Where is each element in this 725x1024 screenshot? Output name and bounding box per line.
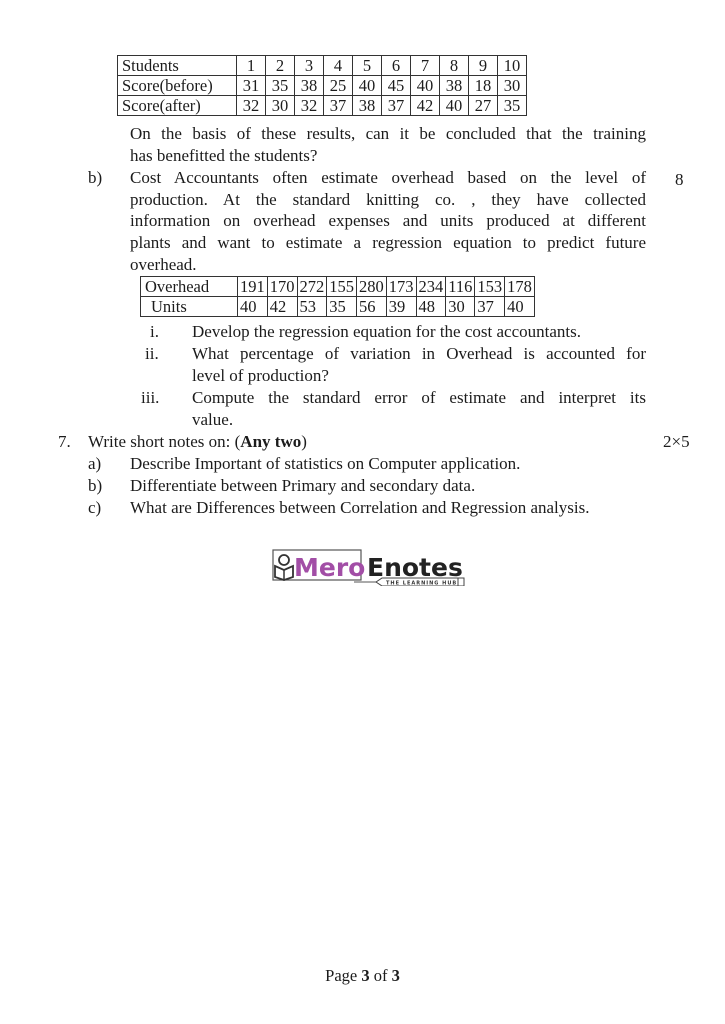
table-cell: 4 <box>324 56 353 76</box>
subpart-text <box>192 387 646 430</box>
table-cell: 2 <box>266 56 295 76</box>
row-header: Score(after) <box>118 96 237 116</box>
q6a-question-text <box>130 123 646 166</box>
text-line: has benefitted the students? <box>130 145 318 165</box>
students-score-table <box>117 55 527 116</box>
q7-marks: 2×5 <box>663 432 690 451</box>
table-cell: 178 <box>505 277 535 297</box>
table-cell: 30 <box>266 96 295 116</box>
page-current: 3 <box>361 966 370 985</box>
table-cell: 35 <box>327 297 357 317</box>
q6b-marks: 8 <box>675 170 684 189</box>
table-cell: 6 <box>382 56 411 76</box>
table-cell: 37 <box>475 297 505 317</box>
text-line: Cost Accountants often estimate overhead based on the level of <box>130 168 646 187</box>
table-cell: 5 <box>353 56 382 76</box>
table-cell: 9 <box>469 56 498 76</box>
subpart-label: ii. <box>145 344 159 363</box>
table-cell: 30 <box>446 297 475 317</box>
table-cell: 42 <box>411 96 440 116</box>
table-cell: 56 <box>357 297 387 317</box>
text-line: production. At the standard knitting co. , they have collected <box>130 189 646 209</box>
table-cell: 116 <box>446 277 475 297</box>
table-cell: 42 <box>267 297 297 317</box>
table-cell: 40 <box>411 76 440 96</box>
table-cell: 38 <box>440 76 469 96</box>
table-cell: 173 <box>386 277 416 297</box>
q7-item-label: c) <box>88 498 102 517</box>
q7-item-label: a) <box>88 454 102 473</box>
q7-title-prefix: Write short notes on: ( <box>88 432 241 451</box>
q7-item-text: What are Differences between Correlation and Regression analysis. <box>130 498 590 517</box>
q7-number: 7. <box>58 432 71 451</box>
table-cell: 40 <box>238 297 268 317</box>
table-cell: 31 <box>237 76 266 96</box>
table-cell: 8 <box>440 56 469 76</box>
text-line: What percentage of variation in Overhead is accounted for <box>192 344 646 363</box>
q7-title-suffix: ) <box>301 432 307 451</box>
table-cell: 48 <box>416 297 446 317</box>
text-line: Compute the standard error of estimate and interpret its <box>192 388 646 407</box>
page-footer <box>0 966 725 986</box>
subpart-text <box>192 321 646 343</box>
table-row <box>118 56 527 76</box>
table-cell: 40 <box>440 96 469 116</box>
table-cell: 191 <box>238 277 268 297</box>
table-cell: 32 <box>295 96 324 116</box>
book-reader-icon <box>275 555 293 580</box>
logo-graphic <box>272 546 472 586</box>
table-cell: 153 <box>475 277 505 297</box>
table-cell: 45 <box>382 76 411 96</box>
table-cell: 39 <box>386 297 416 317</box>
table-cell: 35 <box>498 96 527 116</box>
q6b-label: b) <box>88 168 103 187</box>
table-cell: 25 <box>324 76 353 96</box>
table-cell: 40 <box>353 76 382 96</box>
meroenotes-logo <box>272 546 472 586</box>
table-cell: 30 <box>498 76 527 96</box>
subpart-label: iii. <box>141 388 160 407</box>
q6b-question-text <box>130 167 646 275</box>
subpart-text <box>192 343 646 386</box>
row-header: Overhead <box>141 277 238 297</box>
text-line: Develop the regression equation for the cost accountants. <box>192 322 581 341</box>
table-cell: 7 <box>411 56 440 76</box>
row-header: Units <box>141 297 238 317</box>
q7-item-text: Differentiate between Primary and secondary data. <box>130 476 476 495</box>
overhead-units-table <box>140 276 535 317</box>
table-cell: 37 <box>324 96 353 116</box>
table-cell: 53 <box>297 297 327 317</box>
q7-title <box>88 431 307 453</box>
table-cell: 280 <box>357 277 387 297</box>
page-total: 3 <box>391 966 400 985</box>
table-cell: 3 <box>295 56 324 76</box>
text-line: information on overhead expenses and units produced at different <box>130 211 646 231</box>
footer-middle: of <box>369 966 392 985</box>
table-cell: 35 <box>266 76 295 96</box>
table-row <box>118 76 527 96</box>
table-cell: 37 <box>382 96 411 116</box>
logo-text-mero: Mero <box>294 553 366 582</box>
table-cell: 18 <box>469 76 498 96</box>
table-cell: 170 <box>267 277 297 297</box>
q7-title-bold: Any two <box>240 432 302 451</box>
table-cell: 1 <box>237 56 266 76</box>
logo-text-enotes: Enotes <box>367 553 463 582</box>
q7-item-label: b) <box>88 476 103 495</box>
text-line: overhead. <box>130 254 197 274</box>
table-cell: 40 <box>505 297 535 317</box>
subpart-label: i. <box>150 322 159 341</box>
text-line: level of production? <box>192 365 329 385</box>
row-header: Score(before) <box>118 76 237 96</box>
table-cell: 38 <box>295 76 324 96</box>
table-cell: 234 <box>416 277 446 297</box>
table-cell: 32 <box>237 96 266 116</box>
table-row <box>141 277 535 297</box>
table-cell: 155 <box>327 277 357 297</box>
table-cell: 10 <box>498 56 527 76</box>
text-line: plants and want to estimate a regression equation to predict future <box>130 233 646 253</box>
table-cell: 38 <box>353 96 382 116</box>
table-cell: 272 <box>297 277 327 297</box>
footer-prefix: Page <box>325 966 362 985</box>
table-cell: 27 <box>469 96 498 116</box>
text-line: On the basis of these results, can it be concluded that the training <box>130 124 646 143</box>
q7-item-text: Describe Important of statistics on Computer application. <box>130 454 521 473</box>
logo-tagline: THE LEARNING HUB <box>386 580 458 586</box>
text-line: value. <box>192 409 234 429</box>
table-row <box>118 96 527 116</box>
table-row <box>141 297 535 317</box>
row-header: Students <box>118 56 237 76</box>
